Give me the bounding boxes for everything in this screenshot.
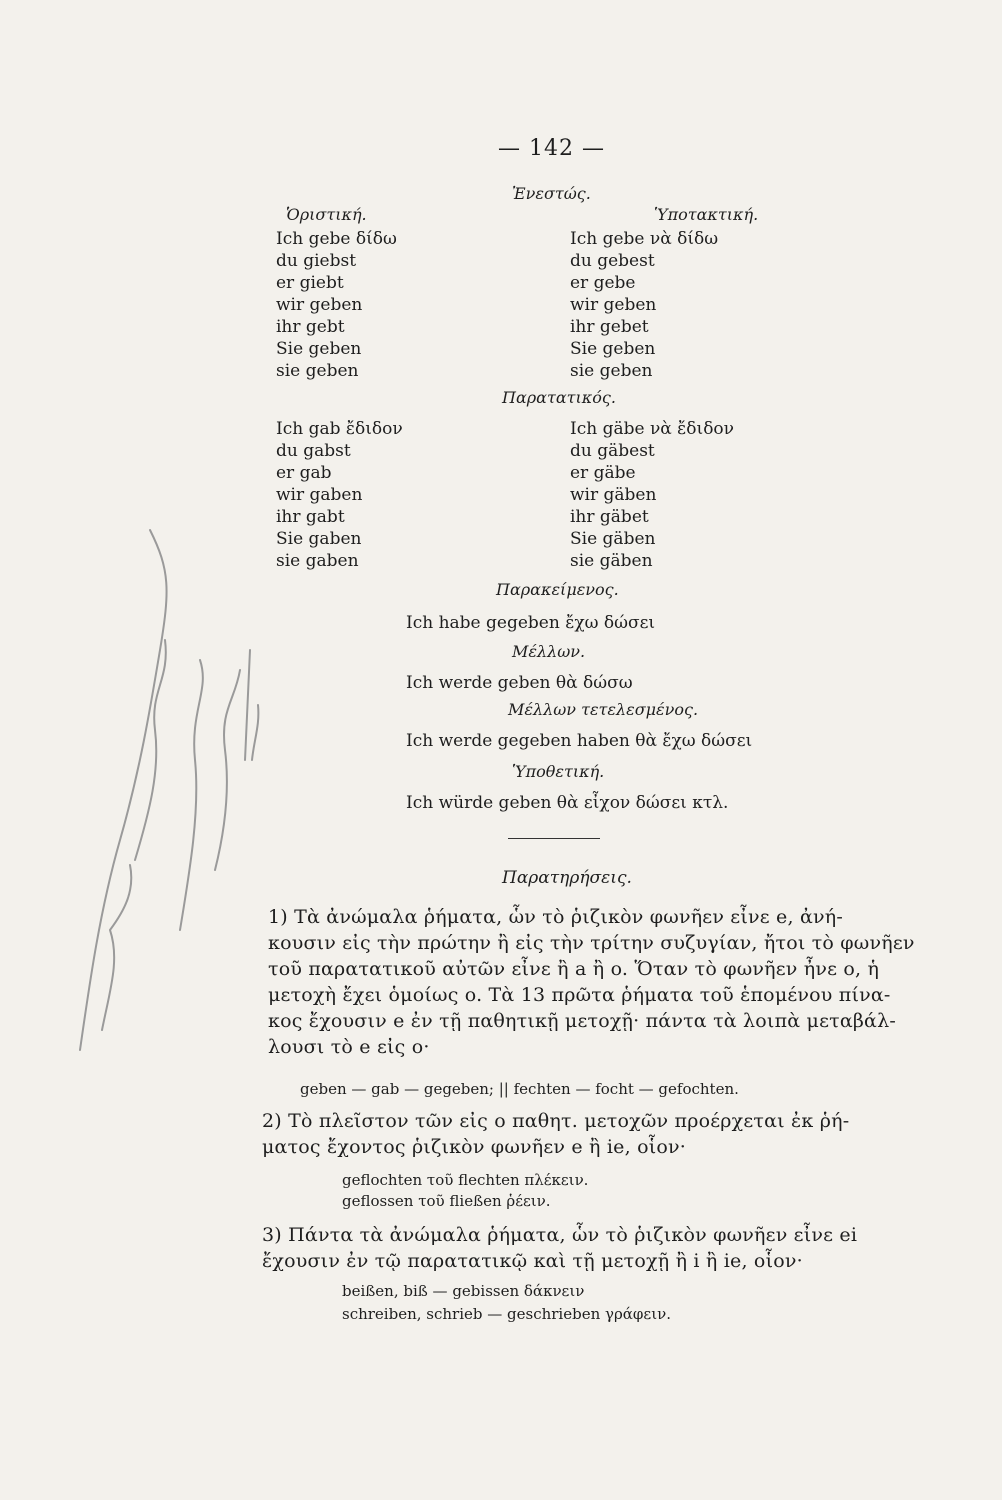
remark-1-example: geben — gab — gegeben; || fechten — focht — gefochten. [300,1080,739,1098]
conj-line: Sie geben [570,339,656,359]
conj-line: ihr gabt [276,507,345,527]
conj-line: Sie gäben [570,529,656,549]
pencil-marginalia [40,510,270,1070]
conj-line: du gebest [570,251,655,271]
present-subjunctive-block [570,228,718,382]
conj-line: sie geben [276,361,359,381]
conj-line: er gebe [570,273,636,293]
future-line: Ich werde geben θὰ δώσω [406,673,633,693]
conj-line: sie gaben [276,551,359,571]
example-line: geflochten τοῦ flechten πλέκειν. [342,1171,589,1189]
conj-line: du gäbest [570,441,655,461]
heading-imperfect: Παρατατικός. [502,388,616,407]
present-indicative-block [276,228,397,382]
conj-line: er giebt [276,273,344,293]
remark-1 [268,904,915,1060]
para-line: 2) Τὸ πλεῖστον τῶν εἰς o παθητ. μετοχῶν προέρχεται ἐκ ῥή- [262,1110,850,1132]
section-divider [508,838,600,839]
para-line: τοῦ παρατατικοῦ αὐτῶν εἶνε ἢ a ἢ o. Ὅταν τὸ φωνῆεν ἦνε o, ἡ [268,958,880,980]
conj-line: wir geben [570,295,657,315]
para-line: κουσιν εἰς τὴν πρώτην ἢ εἰς τὴν τρίτην συζυγίαν, ἤτοι τὸ φωνῆεν [268,932,915,954]
page-number: — 142 — [498,136,605,161]
para-line: κος ἔχουσιν e ἐν τῇ παθητικῇ μετοχῇ· πάντα τὰ λοιπὰ μεταβάλ- [268,1010,896,1032]
remark-2-examples [342,1170,588,1212]
future-perfect-line: Ich werde gegeben haben θὰ ἔχω δώσει [406,731,753,751]
conj-line: wir gäben [570,485,657,505]
conj-line: du giebst [276,251,357,271]
conj-line: sie geben [570,361,653,381]
imperfect-subjunctive-block [570,418,734,572]
conj-line: Ich gebe νὰ δίδω [570,229,719,249]
example-line: beißen, biß — gebissen δάκνειν [342,1282,585,1300]
para-line: 1) Τὰ ἀνώμαλα ῥήματα, ὧν τὸ ῥιζικὸν φωνῆεν εἶνε e, ἀνή- [268,906,843,928]
conj-line: ihr gebet [570,317,649,337]
conditional-line: Ich würde geben θὰ εἶχον δώσει κτλ. [406,793,729,813]
heading-future: Μέλλων. [512,642,586,661]
conj-line: ihr gebt [276,317,345,337]
conj-line: er gäbe [570,463,636,483]
heading-perfect: Παρακείμενος. [496,580,619,599]
conj-line: sie gäben [570,551,653,571]
conj-line: Ich gäbe νὰ ἔδιδον [570,419,734,439]
conj-line: Ich gab ἔδιδον [276,419,403,439]
example-line: schreiben, schrieb — geschrieben γράφειν. [342,1305,671,1323]
heading-conditional: Ὑποθετική. [512,762,605,781]
conj-line: Sie gaben [276,529,362,549]
conj-line: du gabst [276,441,351,461]
imperfect-indicative-block [276,418,403,572]
conj-line: ihr gäbet [570,507,649,527]
conj-line: Ich gebe δίδω [276,229,397,249]
conj-line: wir gaben [276,485,363,505]
para-line: ματος ἔχοντος ῥιζικὸν φωνῆεν e ἢ ie, οἷον· [262,1136,686,1158]
heading-future-perfect: Μέλλων τετελεσμένος. [508,700,699,719]
example-line: geflossen τοῦ fließen ῥέειν. [342,1192,551,1210]
para-line: ἔχουσιν ἐν τῷ παρατατικῷ καὶ τῇ μετοχῇ ἢ i ἢ ie, οἷον· [262,1250,803,1272]
para-line: λουσι τὸ e εἰς o· [268,1036,430,1058]
heading-remarks: Παρατηρήσεις. [502,868,632,888]
para-line: μετοχὴ ἔχει ὁμοίως o. Τὰ 13 πρῶτα ῥήματα τοῦ ἑπομένου πίνα- [268,984,891,1006]
para-line: 3) Πάντα τὰ ἀνώμαλα ῥήματα, ὧν τὸ ῥιζικὸν φωνῆεν εἶνε ei [262,1224,858,1246]
remark-2 [262,1108,849,1160]
heading-present: Ἐνεστώς. [512,184,591,203]
heading-indicative: Ὁριστική. [286,205,367,224]
remark-3-examples [342,1280,671,1326]
conj-line: wir geben [276,295,363,315]
heading-subjunctive: Ὑποτακτική. [654,205,759,224]
perfect-line: Ich habe gegeben ἔχω δώσει [406,613,656,633]
conj-line: Sie geben [276,339,362,359]
remark-3 [262,1222,857,1274]
conj-line: er gab [276,463,332,483]
